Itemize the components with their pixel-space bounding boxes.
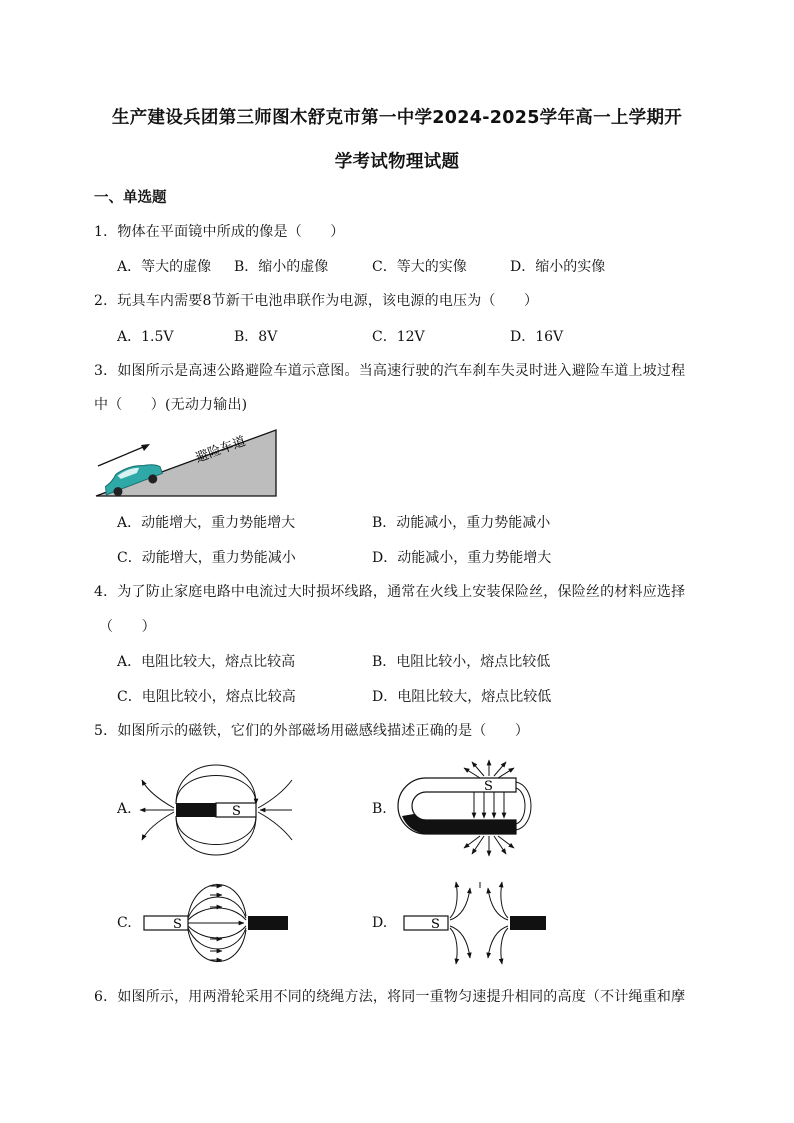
question-text: 如图所示的磁铁，它们的外部磁场用磁感线描述正确的是（ ）	[117, 723, 530, 739]
question-number: 3．	[94, 363, 118, 379]
option-2b: B．8V	[234, 329, 278, 345]
question-text: 如图所示是高速公路避险车道示意图。当高速行驶的汽车刹车失灵时进入避险车道上坡过程	[117, 363, 686, 379]
arrow-head	[141, 444, 150, 451]
option-5d: D.	[372, 915, 388, 931]
section-heading: 一、单选题	[94, 190, 167, 206]
option-5b: B.	[372, 801, 387, 817]
magnet-figure-c	[140, 876, 292, 970]
magnet-s-label: S	[431, 917, 440, 932]
question-5	[94, 720, 529, 740]
magnet-n-half	[176, 803, 216, 817]
option-4d: D．电阻比较大，熔点比较低	[372, 689, 552, 705]
magnet-figure-b	[396, 756, 546, 860]
magnet-s-label: S	[484, 779, 493, 794]
question-3	[94, 360, 685, 380]
direction-arrow	[98, 445, 148, 466]
question-3-continued: 中（ ）(无动力输出)	[94, 397, 248, 413]
option-4b: B．电阻比较小，熔点比较低	[372, 654, 551, 670]
question-4-continued: （ ）	[99, 619, 156, 635]
question-6	[94, 986, 685, 1006]
question-2	[94, 290, 538, 310]
question-4	[94, 581, 685, 601]
option-1c: C．等大的实像	[372, 259, 467, 275]
question-text: 玩具车内需要8节新干电池串联作为电源，该电源的电压为（ ）	[117, 293, 539, 309]
option-4a: A．电阻比较大，熔点比较高	[117, 654, 296, 670]
question-number: 4．	[94, 584, 118, 600]
option-3c: C．动能增大，重力势能减小	[117, 550, 296, 566]
option-2c: C．12V	[372, 329, 425, 345]
option-2d: D．16V	[510, 329, 564, 345]
question-text: 物体在平面镜中所成的像是（ ）	[117, 224, 345, 240]
option-3b: B．动能减小，重力势能减小	[372, 515, 551, 531]
option-5a: A.	[117, 801, 132, 817]
ramp-label: 避险车道	[193, 434, 248, 466]
option-3a: A．动能增大，重力势能增大	[117, 515, 296, 531]
magnet-s-label: S	[173, 917, 182, 932]
question-text: 为了防止家庭电路中电流过大时损坏线路，通常在火线上安装保险丝，保险丝的材料应选择	[117, 584, 686, 600]
option-4c: C．电阻比较小，熔点比较高	[117, 689, 296, 705]
question-number: 1．	[94, 224, 118, 240]
question-number: 5．	[94, 723, 118, 739]
option-2a: A．1.5V	[117, 329, 174, 345]
magnet-s-label: S	[232, 804, 241, 819]
runaway-ramp-figure	[94, 426, 280, 498]
question-1	[94, 221, 345, 241]
page-title: 生产建设兵团第三师图木舒克市第一中学2024-2025学年高一上学期开	[111, 108, 683, 128]
question-number: 2．	[94, 293, 118, 309]
option-3d: D．动能减小，重力势能增大	[372, 550, 552, 566]
option-5c: C.	[117, 915, 132, 931]
option-1d: D．缩小的实像	[510, 259, 606, 275]
magnet-figure-d	[400, 876, 550, 970]
page-title-line2: 学考试物理试题	[334, 152, 460, 172]
magnet-figure-a	[136, 758, 296, 862]
question-number: 6．	[94, 989, 118, 1005]
question-text: 如图所示，用两滑轮采用不同的绕绳方法，将同一重物匀速提升相同的高度（不计绳重和摩	[117, 989, 686, 1005]
option-1a: A．等大的虚像	[117, 259, 212, 275]
option-1b: B．缩小的虚像	[234, 259, 329, 275]
